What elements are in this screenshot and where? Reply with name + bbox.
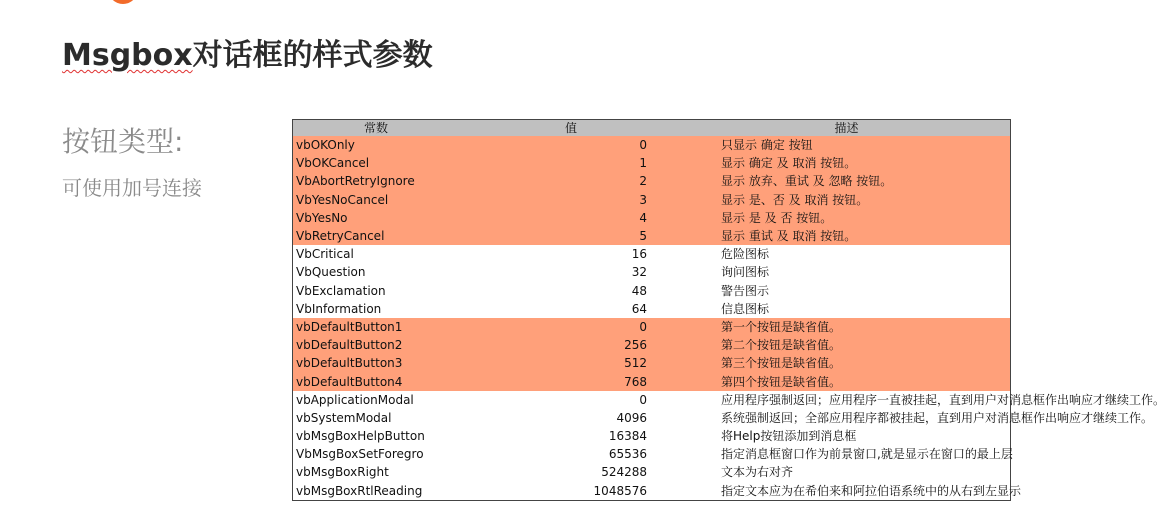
table-row	[293, 227, 1010, 245]
cell-value: 5	[459, 227, 683, 245]
accent-blob	[108, 0, 138, 4]
cell-description: 将Help按钮添加到消息框	[721, 429, 857, 444]
cell-description: 第三个按钮是缺省值。	[683, 354, 1010, 372]
table-row	[293, 154, 1010, 172]
table-row	[293, 336, 1010, 354]
title-spellcheck-word: Msgbox	[62, 38, 193, 73]
table-row	[293, 191, 1010, 209]
cell-constant: vbDefaultButton4	[293, 372, 459, 390]
header-value: 值	[459, 120, 683, 136]
cell-value: 48	[631, 283, 647, 298]
cell-description: 信息图标	[721, 301, 770, 316]
cell-value: 64	[631, 301, 647, 316]
cell-value: 256	[459, 336, 683, 354]
cell-description: 第二个按钮是缺省值。	[683, 336, 1010, 354]
cell-description: 警告图示	[721, 283, 770, 298]
table-row	[293, 463, 1010, 481]
cell-constant: VbMsgBoxSetForegro	[296, 447, 424, 462]
cell-constant: vbDefaultButton2	[293, 336, 459, 354]
cell-value: 4096	[616, 410, 647, 425]
cell-value: 16	[631, 247, 647, 262]
cell-description: 显示 放弃、重试 及 忽略 按钮。	[683, 172, 1010, 190]
side-note: 可使用加号连接	[62, 176, 202, 200]
cell-value: 0	[459, 318, 683, 336]
cell-value: 2	[459, 172, 683, 190]
cell-value: 1	[459, 154, 683, 172]
cell-value: 0	[639, 392, 647, 407]
table-row	[293, 245, 1010, 263]
cell-constant: vbDefaultButton1	[293, 318, 459, 336]
table-row	[293, 391, 1010, 409]
table-row	[293, 354, 1010, 372]
cell-description: 显示 确定 及 取消 按钮。	[683, 154, 1010, 172]
table-row	[293, 300, 1010, 318]
cell-value: 65536	[608, 447, 647, 462]
table-row	[293, 318, 1010, 336]
cell-value: 524288	[601, 465, 647, 480]
cell-constant: vbOKOnly	[293, 136, 459, 154]
cell-constant: VbInformation	[296, 301, 382, 316]
constants-table	[292, 119, 1165, 501]
cell-constant: vbMsgBoxRight	[296, 465, 389, 480]
side-heading: 按钮类型:	[62, 125, 184, 158]
cell-value: 3	[459, 191, 683, 209]
table-row	[293, 409, 1010, 427]
cell-description: 显示 重试 及 取消 按钮。	[683, 227, 1010, 245]
cell-description: 显示 是、否 及 取消 按钮。	[683, 191, 1010, 209]
table-row	[293, 445, 1010, 463]
cell-description: 指定消息框窗口作为前景窗口,就是显示在窗口的最上层	[721, 447, 1013, 462]
cell-value: 32	[631, 265, 647, 280]
cell-description: 指定文本应为在希伯来和阿拉伯语系统中的从右到左显示	[721, 483, 1022, 498]
table-row	[293, 209, 1010, 227]
cell-description: 文本为右对齐	[721, 465, 794, 480]
cell-description: 危险图标	[721, 247, 770, 262]
cell-description: 第四个按钮是缺省值。	[683, 372, 1010, 390]
table-row	[293, 263, 1010, 281]
cell-description: 应用程序强制返回；应用程序一直被挂起，直到用户对消息框作出响应才继续工作。	[721, 392, 1165, 407]
cell-constant: VbYesNoCancel	[293, 191, 459, 209]
cell-constant: vbDefaultButton3	[293, 354, 459, 372]
cell-description: 显示 是 及 否 按钮。	[683, 209, 1010, 227]
cell-constant: VbCritical	[296, 247, 354, 262]
cell-description: 只显示 确定 按钮	[683, 136, 1010, 154]
slide-title	[62, 30, 433, 74]
table-row	[293, 482, 1010, 500]
table-header-row	[293, 120, 1010, 136]
header-constant: 常数	[293, 120, 459, 136]
cell-constant: VbRetryCancel	[293, 227, 459, 245]
cell-value: 16384	[608, 429, 647, 444]
table-row	[293, 136, 1010, 154]
table-row	[293, 282, 1010, 300]
table-row	[293, 427, 1010, 445]
cell-constant: VbAbortRetryIgnore	[293, 172, 459, 190]
cell-value: 0	[459, 136, 683, 154]
cell-value: 1048576	[593, 483, 647, 498]
cell-value: 4	[459, 209, 683, 227]
cell-constant: VbExclamation	[296, 283, 386, 298]
header-description: 描述	[683, 120, 1010, 136]
title-rest: 对话框的样式参数	[192, 38, 433, 73]
cell-constant: vbApplicationModal	[296, 392, 414, 407]
cell-constant: VbOKCancel	[293, 154, 459, 172]
cell-constant: vbSystemModal	[296, 410, 392, 425]
cell-value: 512	[459, 354, 683, 372]
cell-constant: VbQuestion	[296, 265, 366, 280]
cell-description: 第一个按钮是缺省值。	[683, 318, 1010, 336]
cell-constant: VbYesNo	[293, 209, 459, 227]
table-row	[293, 172, 1010, 190]
cell-value: 768	[459, 372, 683, 390]
cell-description: 系统强制返回；全部应用程序都被挂起，直到用户对消息框作出响应才继续工作。	[721, 410, 1154, 425]
cell-constant: vbMsgBoxHelpButton	[296, 429, 425, 444]
cell-constant: vbMsgBoxRtlReading	[296, 483, 423, 498]
table-row	[293, 372, 1010, 390]
cell-description: 询问图标	[721, 265, 770, 280]
